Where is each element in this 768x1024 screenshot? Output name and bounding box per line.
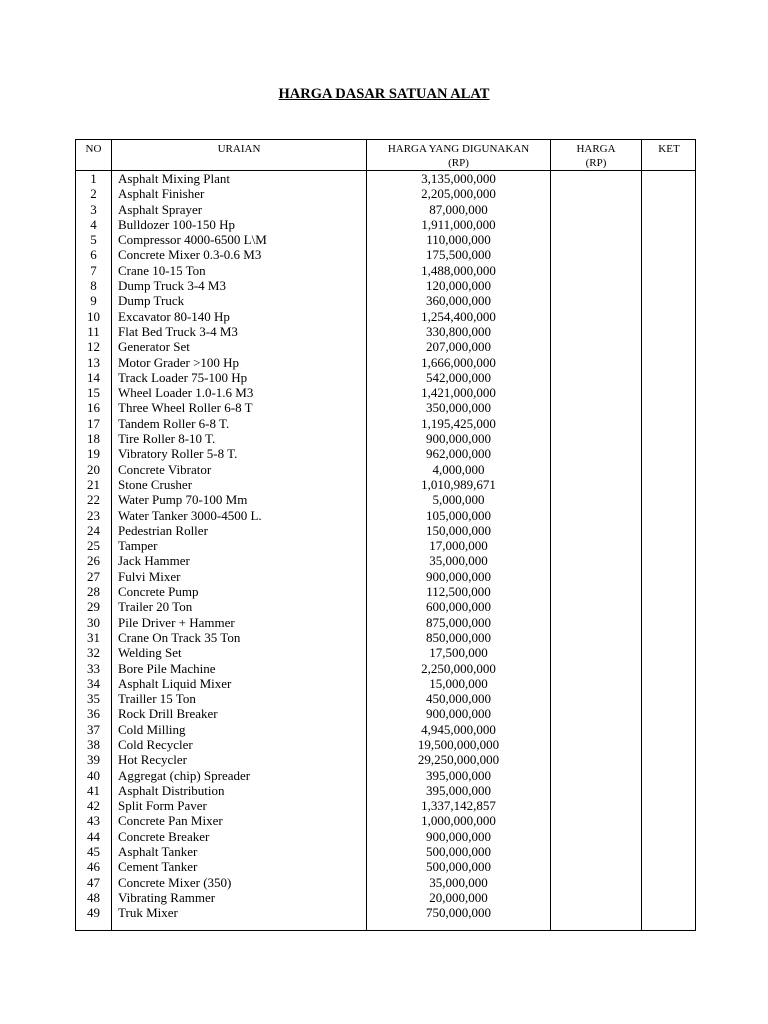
row-number: 42 bbox=[87, 798, 100, 814]
row-price: 875,000,000 bbox=[426, 614, 491, 630]
row-number: 48 bbox=[87, 889, 100, 905]
row-description: Concrete Mixer 0.3-0.6 M3 bbox=[118, 247, 262, 263]
row-number: 4 bbox=[90, 216, 97, 232]
table-row bbox=[76, 875, 695, 890]
table-row bbox=[76, 370, 695, 385]
row-price: 962,000,000 bbox=[426, 446, 491, 462]
row-number: 23 bbox=[87, 507, 100, 523]
table-row bbox=[76, 339, 695, 354]
row-description: Crane On Track 35 Ton bbox=[118, 629, 241, 645]
table-body bbox=[76, 171, 695, 921]
row-price: 1,337,142,857 bbox=[421, 798, 496, 814]
row-description: Jack Hammer bbox=[118, 553, 190, 569]
table-row bbox=[76, 752, 695, 767]
row-price: 900,000,000 bbox=[426, 828, 491, 844]
row-description: Flat Bed Truck 3-4 M3 bbox=[118, 323, 238, 339]
table-row bbox=[76, 661, 695, 676]
row-description: Hot Recycler bbox=[118, 752, 187, 768]
table-row bbox=[76, 263, 695, 278]
row-price: 1,421,000,000 bbox=[421, 385, 496, 401]
header-harga bbox=[551, 142, 641, 170]
row-description: Cement Tanker bbox=[118, 859, 198, 875]
table-row bbox=[76, 431, 695, 446]
row-price: 1,195,425,000 bbox=[421, 415, 496, 431]
row-description: Water Pump 70-100 Mm bbox=[118, 492, 248, 508]
table-row bbox=[76, 569, 695, 584]
table-row bbox=[76, 446, 695, 461]
table-row bbox=[76, 523, 695, 538]
table-row bbox=[76, 829, 695, 844]
row-number: 22 bbox=[87, 492, 100, 508]
header-ket bbox=[642, 142, 696, 156]
row-description: Concrete Pan Mixer bbox=[118, 813, 223, 829]
row-description: Water Tanker 3000-4500 L. bbox=[118, 507, 262, 523]
row-price: 2,205,000,000 bbox=[421, 186, 496, 202]
row-price: 20,000,000 bbox=[429, 889, 488, 905]
table-row bbox=[76, 599, 695, 614]
row-price: 3,135,000,000 bbox=[421, 171, 496, 186]
row-description: Asphalt Liquid Mixer bbox=[118, 675, 232, 691]
row-number: 18 bbox=[87, 431, 100, 447]
row-price: 207,000,000 bbox=[426, 339, 491, 355]
row-description: Track Loader 75-100 Hp bbox=[118, 369, 248, 385]
row-number: 19 bbox=[87, 446, 100, 462]
row-price: 850,000,000 bbox=[426, 629, 491, 645]
header-harga-digunakan-unit: (RP) bbox=[448, 157, 469, 169]
row-number: 41 bbox=[87, 782, 100, 798]
table-row bbox=[76, 813, 695, 828]
row-description: Motor Grader >100 Hp bbox=[118, 354, 240, 370]
row-number: 17 bbox=[87, 415, 100, 431]
row-price: 1,911,000,000 bbox=[421, 216, 496, 232]
table-row bbox=[76, 783, 695, 798]
row-price: 105,000,000 bbox=[426, 507, 491, 523]
row-price: 600,000,000 bbox=[426, 599, 491, 615]
row-price: 1,010,989,671 bbox=[421, 476, 496, 492]
row-price: 500,000,000 bbox=[426, 859, 491, 875]
row-price: 395,000,000 bbox=[426, 767, 491, 783]
row-price: 5,000,000 bbox=[432, 492, 485, 508]
row-number: 16 bbox=[87, 400, 100, 416]
row-number: 47 bbox=[87, 874, 100, 890]
table-row bbox=[76, 691, 695, 706]
row-price: 15,000,000 bbox=[429, 675, 488, 691]
row-number: 28 bbox=[87, 584, 100, 600]
table-row bbox=[76, 247, 695, 262]
table-row bbox=[76, 706, 695, 721]
table-row bbox=[76, 385, 695, 400]
document-title bbox=[0, 86, 768, 103]
row-price: 35,000,000 bbox=[429, 553, 488, 569]
row-number: 21 bbox=[87, 476, 100, 492]
row-number: 44 bbox=[87, 828, 100, 844]
row-number: 11 bbox=[87, 323, 100, 339]
row-description: Cold Milling bbox=[118, 721, 186, 737]
row-description: Tamper bbox=[118, 538, 158, 554]
row-description: Tire Roller 8-10 T. bbox=[118, 431, 216, 447]
row-number: 8 bbox=[90, 278, 97, 294]
table-row bbox=[76, 538, 695, 553]
row-description: Tandem Roller 6-8 T. bbox=[118, 415, 230, 431]
row-price: 1,666,000,000 bbox=[421, 354, 496, 370]
row-number: 45 bbox=[87, 844, 100, 860]
row-number: 40 bbox=[87, 767, 100, 783]
row-number: 34 bbox=[87, 675, 100, 691]
row-number: 3 bbox=[90, 201, 97, 217]
row-description: Welding Set bbox=[118, 645, 182, 661]
row-price: 900,000,000 bbox=[426, 568, 491, 584]
row-number: 13 bbox=[87, 354, 100, 370]
table-row bbox=[76, 416, 695, 431]
table-row bbox=[76, 477, 695, 492]
row-number: 5 bbox=[90, 232, 97, 248]
row-number: 37 bbox=[87, 721, 100, 737]
row-number: 6 bbox=[90, 247, 97, 263]
row-price: 120,000,000 bbox=[426, 278, 491, 294]
table-row bbox=[76, 232, 695, 247]
table-row bbox=[76, 171, 695, 186]
row-description: Three Wheel Roller 6-8 T bbox=[118, 400, 253, 416]
row-number: 27 bbox=[87, 568, 100, 584]
row-number: 35 bbox=[87, 691, 100, 707]
row-description: Concrete Pump bbox=[118, 584, 199, 600]
row-description: Truk Mixer bbox=[118, 905, 178, 921]
equipment-price-table bbox=[75, 139, 696, 931]
row-price: 395,000,000 bbox=[426, 782, 491, 798]
row-price: 17,000,000 bbox=[429, 538, 488, 554]
table-row bbox=[76, 202, 695, 217]
table-row bbox=[76, 462, 695, 477]
table-row bbox=[76, 859, 695, 874]
table-row bbox=[76, 293, 695, 308]
table-row bbox=[76, 309, 695, 324]
table-row bbox=[76, 584, 695, 599]
row-number: 26 bbox=[87, 553, 100, 569]
row-price: 175,500,000 bbox=[426, 247, 491, 263]
row-description: Stone Crusher bbox=[118, 476, 193, 492]
row-number: 32 bbox=[87, 645, 100, 661]
row-price: 330,800,000 bbox=[426, 323, 491, 339]
table-row bbox=[76, 278, 695, 293]
row-number: 9 bbox=[90, 293, 97, 309]
table-row bbox=[76, 768, 695, 783]
row-number: 38 bbox=[87, 736, 100, 752]
row-description: Trailer 20 Ton bbox=[118, 599, 193, 615]
header-no-label: NO bbox=[85, 143, 102, 155]
table-row bbox=[76, 492, 695, 507]
table-row bbox=[76, 324, 695, 339]
row-price: 17,500,000 bbox=[429, 645, 488, 661]
row-description: Asphalt Sprayer bbox=[118, 201, 203, 217]
row-price: 500,000,000 bbox=[426, 844, 491, 860]
row-price: 1,488,000,000 bbox=[421, 262, 496, 278]
row-number: 7 bbox=[90, 262, 97, 278]
row-number: 43 bbox=[87, 813, 100, 829]
table-row bbox=[76, 355, 695, 370]
header-harga-unit: (RP) bbox=[585, 157, 607, 169]
row-price: 2,250,000,000 bbox=[421, 660, 496, 676]
row-description: Cold Recycler bbox=[118, 736, 193, 752]
row-description: Excavator 80-140 Hp bbox=[118, 308, 230, 324]
row-price: 35,000,000 bbox=[429, 874, 488, 890]
table-row bbox=[76, 676, 695, 691]
table-row bbox=[76, 615, 695, 630]
row-price: 360,000,000 bbox=[426, 293, 491, 309]
row-description: Bulldozer 100-150 Hp bbox=[118, 216, 235, 232]
row-number: 25 bbox=[87, 538, 100, 554]
row-description: Trailler 15 Ton bbox=[118, 691, 196, 707]
table-row bbox=[76, 798, 695, 813]
table-row bbox=[76, 645, 695, 660]
row-price: 4,945,000,000 bbox=[421, 721, 496, 737]
row-description: Vibratory Roller 5-8 T. bbox=[118, 446, 238, 462]
row-number: 10 bbox=[87, 308, 100, 324]
table-row bbox=[76, 508, 695, 523]
header-uraian bbox=[112, 142, 366, 156]
row-description: Rock Drill Breaker bbox=[118, 706, 218, 722]
row-description: Generator Set bbox=[118, 339, 190, 355]
row-price: 4,000,000 bbox=[432, 461, 485, 477]
row-price: 900,000,000 bbox=[426, 431, 491, 447]
row-description: Fulvi Mixer bbox=[118, 568, 181, 584]
row-price: 542,000,000 bbox=[426, 369, 491, 385]
row-description: Dump Truck 3-4 M3 bbox=[118, 278, 226, 294]
row-description: Asphalt Tanker bbox=[118, 844, 198, 860]
header-harga-digunakan bbox=[367, 142, 550, 170]
row-price: 1,254,400,000 bbox=[421, 308, 496, 324]
header-harga-digunakan-label: HARGA YANG DIGUNAKAN bbox=[387, 143, 530, 155]
row-price: 110,000,000 bbox=[426, 232, 491, 248]
row-description: Asphalt Finisher bbox=[118, 186, 205, 202]
document-title-text: HARGA DASAR SATUAN ALAT bbox=[278, 86, 490, 102]
table-row bbox=[76, 737, 695, 752]
row-description: Concrete Vibrator bbox=[118, 461, 212, 477]
row-price: 750,000,000 bbox=[426, 905, 491, 921]
header-ket-label: KET bbox=[658, 143, 680, 155]
row-price: 450,000,000 bbox=[426, 691, 491, 707]
table-row bbox=[76, 186, 695, 201]
row-number: 15 bbox=[87, 385, 100, 401]
row-price: 150,000,000 bbox=[426, 522, 491, 538]
row-description: Bore Pile Machine bbox=[118, 660, 216, 676]
row-price: 19,500,000,000 bbox=[417, 736, 500, 752]
row-number: 20 bbox=[87, 461, 100, 477]
table-row bbox=[76, 890, 695, 905]
row-number: 14 bbox=[87, 369, 100, 385]
row-number: 1 bbox=[90, 171, 97, 186]
row-price: 112,500,000 bbox=[426, 584, 491, 600]
row-description: Concrete Breaker bbox=[118, 828, 210, 844]
table-row bbox=[76, 905, 695, 920]
row-description: Concrete Mixer (350) bbox=[118, 874, 232, 890]
row-price: 350,000,000 bbox=[426, 400, 491, 416]
table-row bbox=[76, 630, 695, 645]
row-description: Pedestrian Roller bbox=[118, 522, 208, 538]
row-description: Split Form Paver bbox=[118, 798, 207, 814]
table-row bbox=[76, 844, 695, 859]
row-number: 2 bbox=[90, 186, 97, 202]
row-number: 36 bbox=[87, 706, 100, 722]
row-description: Aggregat (chip) Spreader bbox=[118, 767, 251, 783]
row-description: Asphalt Distribution bbox=[118, 782, 225, 798]
table-row bbox=[76, 217, 695, 232]
row-description: Asphalt Mixing Plant bbox=[118, 171, 230, 186]
row-number: 12 bbox=[87, 339, 100, 355]
row-number: 46 bbox=[87, 859, 100, 875]
row-number: 24 bbox=[87, 522, 100, 538]
header-uraian-label: URAIAN bbox=[217, 143, 261, 155]
row-description: Crane 10-15 Ton bbox=[118, 262, 206, 278]
row-price: 87,000,000 bbox=[429, 201, 488, 217]
row-number: 39 bbox=[87, 752, 100, 768]
row-description: Vibrating Rammer bbox=[118, 889, 216, 905]
row-price: 1,000,000,000 bbox=[421, 813, 496, 829]
table-row bbox=[76, 400, 695, 415]
table-row bbox=[76, 722, 695, 737]
row-description: Compressor 4000-6500 L\M bbox=[118, 232, 267, 248]
header-harga-label: HARGA bbox=[576, 143, 616, 155]
row-price: 900,000,000 bbox=[426, 706, 491, 722]
row-number: 49 bbox=[87, 905, 100, 921]
row-number: 30 bbox=[87, 614, 100, 630]
table-row bbox=[76, 553, 695, 568]
row-description: Pile Driver + Hammer bbox=[118, 614, 235, 630]
row-number: 29 bbox=[87, 599, 100, 615]
header-no bbox=[76, 142, 111, 156]
row-description: Wheel Loader 1.0-1.6 M3 bbox=[118, 385, 254, 401]
row-price: 29,250,000,000 bbox=[417, 752, 500, 768]
row-number: 33 bbox=[87, 660, 100, 676]
row-number: 31 bbox=[87, 629, 100, 645]
row-description: Dump Truck bbox=[118, 293, 185, 309]
